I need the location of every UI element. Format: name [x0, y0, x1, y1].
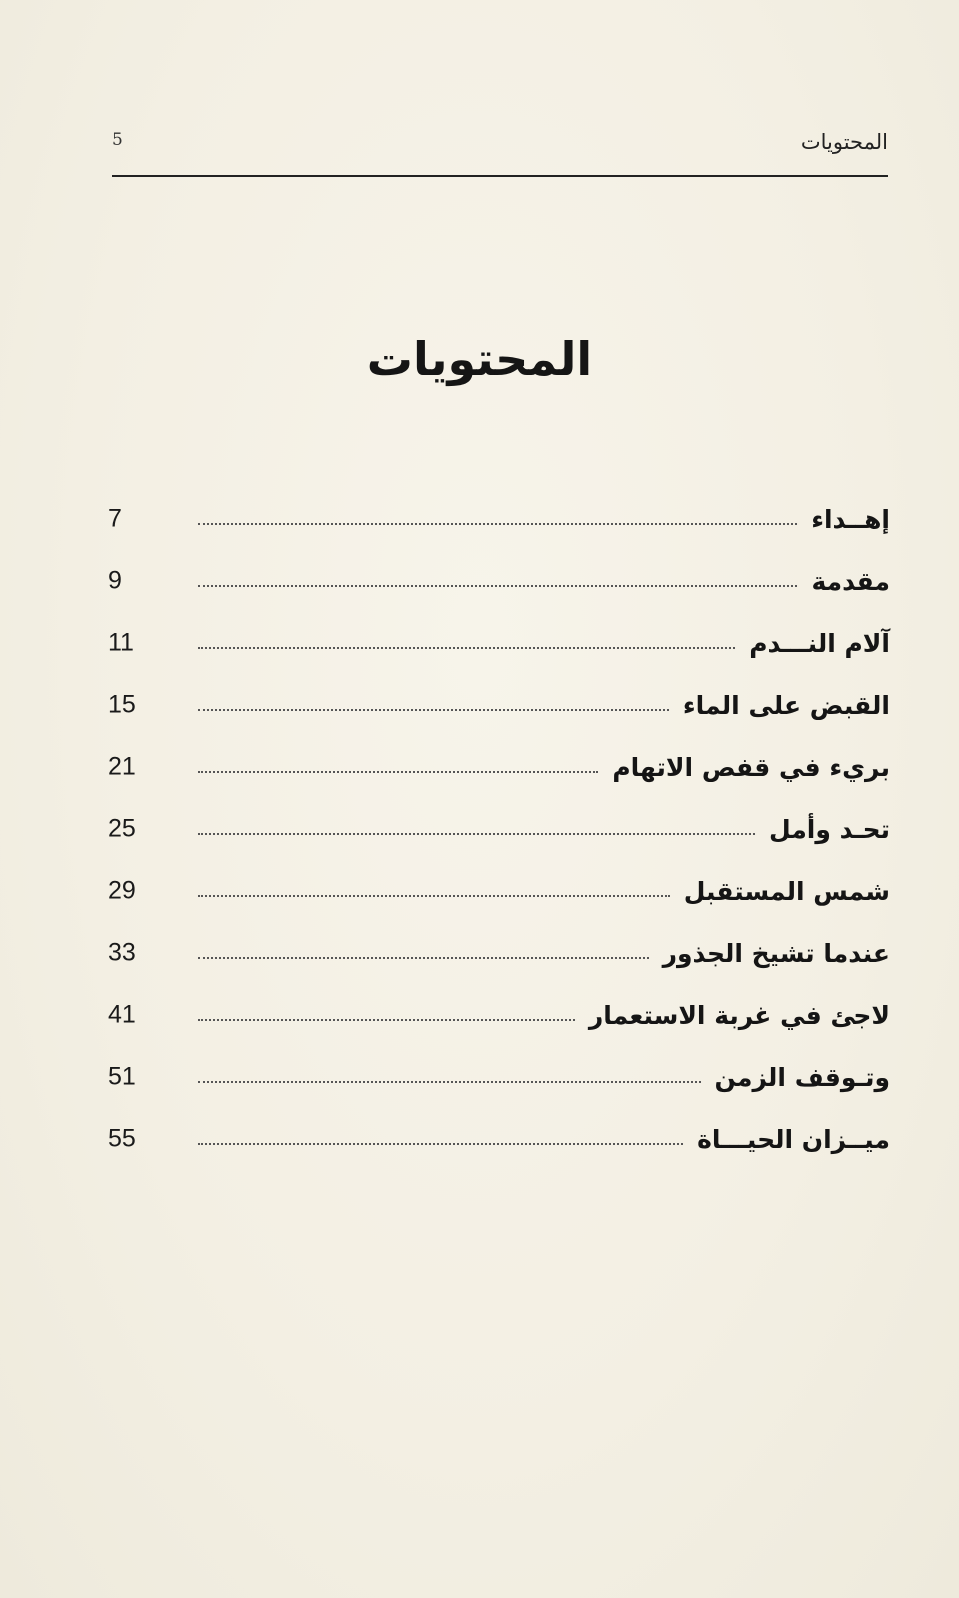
dot-leader: [198, 1143, 683, 1145]
toc-entry-title: تحـد وأمل: [769, 814, 890, 844]
toc-entry-title: ميــزان الحيـــاة: [697, 1124, 890, 1154]
toc-entry-title: عندما تشيخ الجذور: [662, 938, 890, 968]
toc-entry: [100, 798, 890, 860]
dot-leader: [198, 585, 797, 587]
toc-entry: [100, 674, 890, 736]
toc-entry-title: مقدمة: [811, 566, 890, 596]
dot-leader: [198, 833, 755, 835]
toc-entry: [100, 736, 890, 798]
toc-entry: [100, 612, 890, 674]
toc-entry-page: 25: [108, 814, 136, 843]
header-rule: [112, 175, 888, 177]
toc-entry-page: 55: [108, 1124, 136, 1153]
toc-entry-title: بريء في قفص الاتهام: [612, 752, 890, 782]
toc-entry-page: 33: [108, 938, 136, 967]
dot-leader: [198, 1081, 701, 1083]
toc-entry-page: 11: [108, 628, 134, 657]
toc-entry-page: 9: [108, 566, 122, 595]
toc-entry-page: 15: [108, 690, 136, 719]
toc-entry-title: شمس المستقبل: [683, 876, 890, 906]
toc-entry-page: 29: [108, 876, 136, 905]
toc-entry: [100, 1108, 890, 1170]
running-title: المحتويات: [800, 130, 888, 154]
toc-entry-title: القبض على الماء: [682, 690, 890, 720]
table-of-contents: [100, 488, 890, 1170]
toc-entry-page: 7: [108, 504, 122, 533]
toc-entry: [100, 550, 890, 612]
page-number: 5: [112, 130, 123, 150]
dot-leader: [198, 895, 670, 897]
toc-entry-title: إهــداء: [811, 504, 890, 534]
dot-leader: [198, 709, 669, 711]
toc-entry-page: 21: [108, 752, 136, 781]
toc-entry: [100, 860, 890, 922]
toc-entry: [100, 1046, 890, 1108]
dot-leader: [198, 1019, 575, 1021]
toc-entry: [100, 488, 890, 550]
running-header: [112, 126, 888, 166]
dot-leader: [198, 957, 649, 959]
toc-entry-title: وتـوقف الزمن: [714, 1062, 890, 1092]
page-title: المحتويات: [366, 332, 593, 386]
dot-leader: [198, 647, 735, 649]
dot-leader: [198, 523, 797, 525]
toc-entry-page: 41: [108, 1000, 136, 1029]
toc-entry: [100, 984, 890, 1046]
toc-entry-title: لاجئ في غربة الاستعمار: [588, 1000, 890, 1030]
toc-entry-title: آلام النـــدم: [749, 628, 890, 658]
dot-leader: [198, 771, 598, 773]
toc-entry-page: 51: [108, 1062, 136, 1091]
toc-entry: [100, 922, 890, 984]
